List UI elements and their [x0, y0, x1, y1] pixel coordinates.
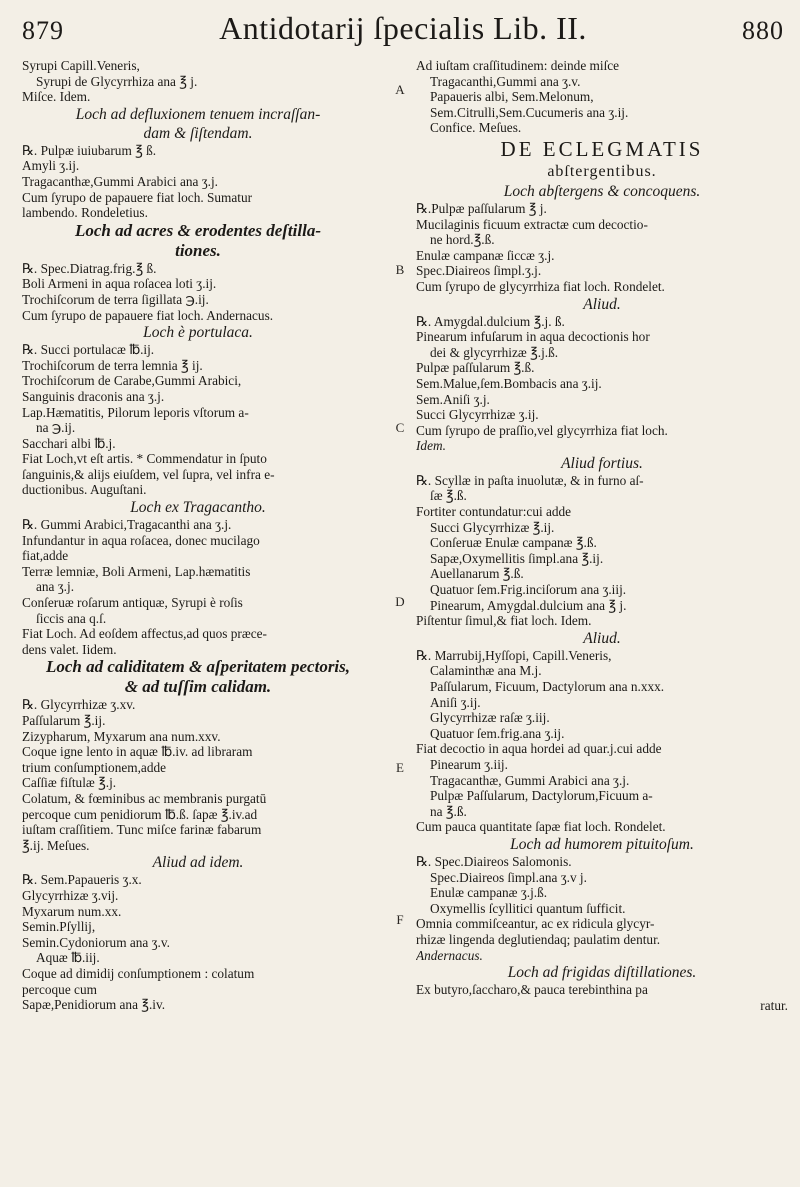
left-column-line: Coque ad dimidij conſumptionem : colatum — [22, 965, 255, 981]
left-column-line: Tragacanthæ,Gummi Arabici ana ʒ.j. — [22, 173, 218, 189]
left-column-line: Myxarum num.xx. — [22, 903, 122, 919]
left-column-line: ana ʒ.j. — [36, 579, 75, 595]
left-column-line: dens valet. Iidem. — [22, 641, 117, 657]
left-column-line: percoque cum penidiorum ℔.ß. ſapæ ℥.iv.ad — [22, 806, 258, 822]
left-column-line: Loch ad caliditatem & aſperitatem pectoris, — [45, 657, 351, 677]
left-column-line: Coque igne lento in aquæ ℔.iv. ad libraram — [22, 744, 253, 760]
right-column-line: abſtergentibus. — [547, 162, 657, 180]
right-column-line: Quatuor ſem.Frig.inciſorum ana ʒ.iij. — [430, 582, 627, 598]
left-column-line: Infundantur in aqua roſacea, donec mucilago — [22, 532, 260, 548]
right-column-line: Confice. Meſues. — [430, 120, 522, 136]
right-column-line: rhizæ lingenda deglutiendaq; paulatim dentur. — [416, 931, 661, 947]
left-column-line: Terræ lemniæ, Boli Armeni, Lap.hæmatitis — [22, 563, 251, 579]
left-column-line: ℞. Succi portulacæ ℔.ij. — [22, 342, 155, 358]
margin-letter-b: B — [395, 262, 405, 277]
left-column-line: Loch ex Tragacantho. — [130, 499, 266, 517]
left-column-line: ſiccis ana q.ſ. — [36, 610, 107, 626]
left-column-line: Boli Armeni in aqua roſacea loti ʒ.ij. — [22, 276, 217, 292]
right-column-line: Omnia commiſceantur, ac ex ridicula glycyr- — [416, 916, 655, 932]
right-column-line: Enulæ campanæ ſiccæ ʒ.j. — [416, 247, 555, 263]
left-column-line: ℞. Glycyrrhizæ ʒ.xv. — [22, 697, 136, 713]
left-column-line: ℞. Spec.Diatrag.frig.℥ ß. — [22, 260, 157, 276]
running-title: Antidotarij ſpecialis Lib. II. — [219, 10, 587, 46]
left-column-line: Trochiſcorum de Carabe,Gummi Arabici, — [22, 373, 242, 389]
right-column-line: Spec.Diaireos ſimpl.ʒ.j. — [416, 263, 542, 279]
left-column-line: Zizypharum, Myxarum ana num.xxv. — [22, 728, 221, 744]
right-column-line: Pinearum infuſarum in aqua decoctionis hor — [416, 329, 650, 345]
right-column-line: Tragacanthæ, Gummi Arabici ana ʒ.j. — [430, 772, 630, 788]
margin-letter-a: A — [395, 82, 405, 97]
right-column-line: Auellanarum ℥.ß. — [430, 566, 524, 582]
left-column-line: fiat,adde — [22, 548, 69, 564]
left-column-line: Cum ſyrupo de papauere fiat loch. Sumatur — [22, 189, 253, 205]
right-column-line: Calaminthæ ana M.j. — [430, 663, 542, 679]
left-column-line: Colatum, & fœminibus ac membranis purgatū — [22, 790, 267, 806]
right-column-line: Succi Glycyrrhizæ ℥.ij. — [430, 519, 555, 535]
margin-letter-e: E — [396, 760, 404, 775]
right-column-line: Ad iuſtam craſſitudinem: deinde miſce — [416, 58, 620, 73]
right-column-line: ℞. Amygdal.dulcium ℥.j. ß. — [416, 313, 565, 329]
right-column-line: Oxymellis ſcyllitici quantum ſufficit. — [430, 900, 626, 916]
right-column-line: Tragacanthi,Gummi ana ʒ.v. — [430, 73, 581, 89]
right-column-line: Pinearum ʒ.iij. — [430, 756, 508, 772]
left-column-line: ℞. Sem.Papaueris ʒ.x. — [22, 872, 142, 888]
left-column-line: ductionibus. Auguſtani. — [22, 482, 147, 498]
right-column-line: dei & glycyrrhizæ ℥.j.ß. — [430, 344, 559, 360]
left-column-line: & ad tuſſim calidam. — [124, 677, 272, 697]
left-column-line: Trochiſcorum de terra lemnia ℥ ij. — [22, 357, 203, 373]
left-column-line: Semin.Cydoniorum ana ʒ.v. — [22, 934, 170, 950]
left-column-line: Cum ſyrupo de papauere fiat loch. Andernacus. — [22, 307, 274, 323]
right-column-line: ne hord.℥.ß. — [430, 232, 495, 248]
right-column-line: Enulæ campanæ ʒ.j.ß. — [430, 885, 548, 901]
left-column-line: Miſce. Idem. — [22, 89, 91, 105]
right-column-line: DE ECLEGMATIS — [500, 136, 704, 161]
margin-letter-d: D — [395, 594, 405, 609]
right-column-line: Glycyrrhizæ raſæ ʒ.iij. — [430, 710, 550, 726]
left-column-line: dam & ſiſtendam. — [143, 124, 253, 142]
right-column-line: Pulpæ paſſularum ℥.ß. — [416, 360, 535, 376]
right-column-line: Fiat decoctio in aqua hordei ad quar.j.cui adde — [416, 741, 662, 757]
right-column-line: Aliud fortius. — [561, 454, 643, 472]
margin-letter-c: C — [395, 420, 405, 435]
left-column-line: Syrupi de Glycyrrhiza ana ℥ j. — [36, 73, 198, 89]
right-column-line: Pulpæ Paſſularum, Dactylorum,Ficuum a- — [430, 788, 653, 804]
left-column-line: Loch ad defluxionem tenuem incraſſan- — [75, 105, 321, 123]
right-column-line: na ℥.ß. — [430, 803, 467, 819]
left-column-line: Loch è portulaca. — [143, 324, 253, 342]
right-column-line: Aniſi ʒ.ij. — [430, 694, 481, 710]
left-column-line: Syrupi Capill.Veneris, — [22, 58, 140, 73]
left-column-line: tiones. — [175, 240, 221, 260]
right-column-line: Papaueris albi, Sem.Melonum, — [430, 89, 594, 105]
left-column — [22, 58, 374, 1013]
left-column-line: ſanguinis,& alijs eiuſdem, vel ſupra, vel infra e- — [22, 466, 275, 482]
left-column-line: ℞. Pulpæ iuiubarum ℥ ß. — [22, 142, 157, 158]
right-column-line: Idem. — [416, 438, 446, 454]
left-column-line: iuſtam craſſitiem. Tunc miſce farinæ fabarum — [22, 822, 262, 838]
right-column-line: Loch ad humorem pituitoſum. — [510, 835, 694, 853]
right-column-line: Loch abſtergens & concoquens. — [503, 182, 701, 200]
right-column-line: Spec.Diaireos ſimpl.ana ʒ.v j. — [430, 869, 587, 885]
page-number-left: 879 — [22, 16, 64, 45]
left-column-line: Glycyrrhizæ ʒ.vij. — [22, 887, 119, 903]
right-column-line: Succi Glycyrrhizæ ʒ.ij. — [416, 407, 539, 423]
left-column-line: ℥.ij. Meſues. — [22, 837, 90, 853]
page-number-right: 880 — [742, 16, 784, 45]
running-header — [22, 10, 784, 56]
right-column-line: ℞. Scyllæ in paſta inuolutæ, & in furno aſ- — [416, 472, 644, 488]
right-column-line: Aliud. — [583, 295, 621, 313]
left-column-line: Loch ad acres & erodentes deſtilla- — [75, 220, 321, 240]
right-column-line: Mucilaginis ficuum extractæ cum decoctio- — [416, 216, 648, 232]
right-column-line: Piſtentur ſimul,& fiat loch. Idem. — [416, 613, 592, 629]
left-column-line: percoque cum — [22, 981, 97, 997]
right-column-line: Ex butyro,ſaccharo,& pauca terebinthina pa — [416, 982, 648, 998]
left-column-line: Sapæ,Penidiorum ana ℥.iv. — [22, 997, 166, 1013]
left-column-line: Semin.Pſyllij, — [22, 919, 96, 935]
right-column-line: ℞. Spec.Diaireos Salomonis. — [416, 853, 572, 869]
left-column-line: ℞. Gummi Arabici,Tragacanthi ana ʒ.j. — [22, 517, 232, 533]
right-column-line: Cum ſyrupo de glycyrrhiza fiat loch. Rondelet. — [416, 278, 665, 294]
left-column-line: Lap.Hæmatitis, Pilorum leporis vſtorum a- — [22, 404, 249, 420]
right-column-line: Andernacus. — [416, 947, 483, 963]
right-column-line: Loch ad frigidas diſtillationes. — [507, 964, 697, 982]
right-column-line: ſæ ℥.ß. — [430, 488, 467, 504]
right-column-line: Cum pauca quantitate ſapæ fiat loch. Rondelet. — [416, 819, 666, 835]
left-column-line: trium conſumptionem,adde — [22, 759, 167, 775]
right-column-line: ℞. Marrubij,Hyſſopi, Capill.Veneris, — [416, 647, 612, 663]
right-column-line: Paſſularum, Ficuum, Dactylorum ana n.xxx. — [430, 679, 665, 694]
right-column-line: Aliud. — [583, 629, 621, 647]
left-column-line: Caſſiæ fiſtulæ ℥.j. — [22, 775, 117, 791]
left-column-line: Fiat Loch,vt eſt artis. * Commendatur in ſputo — [22, 451, 267, 467]
left-column-line: Trochiſcorum de terra ſigillata ℈.ij. — [22, 291, 209, 307]
right-column-line: Fortiter contundatur:cui adde — [416, 504, 572, 520]
right-column-line: Sem.Aniſi ʒ.j. — [416, 391, 490, 407]
left-column-line: Fiat Loch. Ad eoſdem affectus,ad quos præce- — [22, 626, 267, 642]
right-column-line: Quatuor ſem.frig.ana ʒ.ij. — [430, 725, 565, 741]
right-column-line: ℞.Pulpæ paſſularum ℥ j. — [416, 200, 547, 216]
left-column-line: Amyli ʒ.ij. — [22, 158, 80, 174]
right-column-line: ratur. — [760, 997, 788, 1013]
right-column — [416, 58, 788, 1013]
right-column-line: Cum ſyrupo de praſſio,vel glycyrrhiza fiat loch. — [416, 422, 668, 438]
left-column-line: Aliud ad idem. — [152, 854, 244, 872]
right-column-line: Sapæ,Oxymellitis ſimpl.ana ℥.ij. — [430, 550, 604, 566]
margin-letter-f: F — [396, 912, 404, 927]
right-column-line: Sem.Malue,ſem.Bombacis ana ʒ.ij. — [416, 375, 602, 391]
left-column-line: Paſſularum ℥.ij. — [22, 713, 106, 728]
left-column-line: Sanguinis draconis ana ʒ.j. — [22, 388, 165, 404]
left-column-line: lambendo. Rondeletius. — [22, 205, 148, 221]
left-column-line: na ℈.ij. — [36, 420, 76, 436]
left-column-line: Conſeruæ roſarum antiquæ, Syrupi è roſis — [22, 595, 243, 611]
right-column-line: Pinearum, Amygdal.dulcium ana ℥ j. — [430, 597, 627, 613]
right-column-line: Sem.Citrulli,Sem.Cucumeris ana ʒ.ij. — [430, 104, 629, 120]
left-column-line: Sacchari albi ℔.j. — [22, 435, 116, 451]
left-column-line: Aquæ ℔.iij. — [36, 950, 100, 966]
right-column-line: Conſeruæ Enulæ campanæ ℥.ß. — [430, 535, 597, 551]
